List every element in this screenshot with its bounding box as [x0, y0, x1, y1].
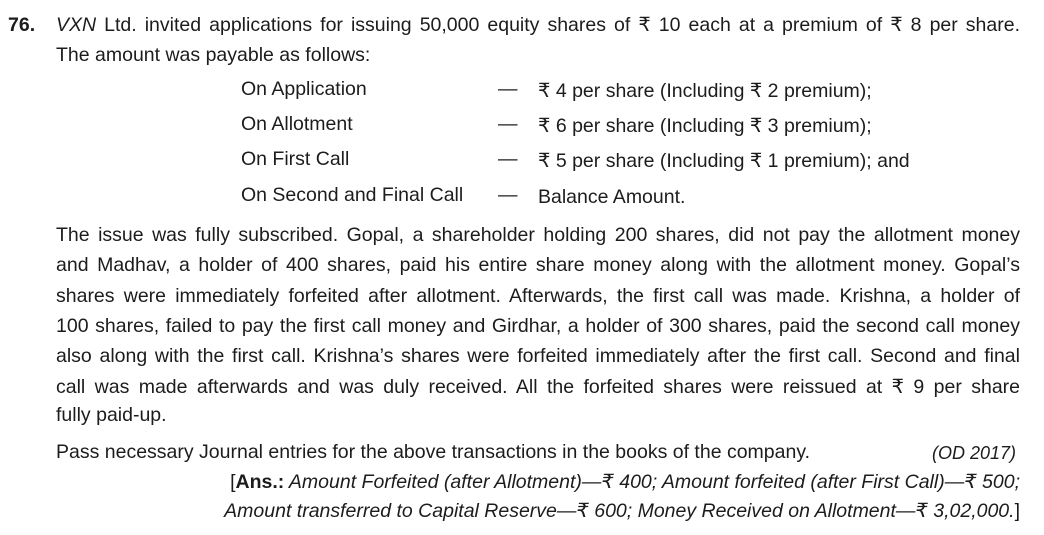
- instruction-text: Pass necessary Journal entries for the above transactions in the books of the company.: [56, 441, 811, 463]
- answer-close-bracket: ]: [1014, 500, 1020, 522]
- schedule-dash: —: [498, 78, 518, 100]
- schedule-dash: —: [498, 184, 518, 206]
- exam-reference: (OD 2017): [931, 443, 1016, 463]
- question-intro-text: Ltd. invited applications for issuing 50,000 equity shares of ₹ 10 each at a premium of ₹ 8 per share.: [96, 14, 1020, 36]
- schedule-value-final-call: Balance Amount.: [538, 186, 686, 208]
- answer-text-1: Amount Forfeited (after Allotment)—₹ 400; Amount forfeited (after First Call)—₹ 500;: [284, 471, 1020, 493]
- paragraph-line: and Madhav, a holder of 400 shares, paid his entire share money along with the allotment money. Gopal’s: [56, 254, 1020, 276]
- paragraph-line: fully paid-up.: [56, 404, 167, 426]
- schedule-value-first-call: ₹ 5 per share (Including ₹ 1 premium); and: [538, 150, 910, 172]
- schedule-dash: —: [498, 148, 518, 170]
- question-intro-line-2: The amount was payable as follows:: [56, 44, 371, 66]
- answer-label: Ans.:: [235, 471, 285, 493]
- schedule-label-final-call: On Second and Final Call: [241, 184, 464, 206]
- paragraph-line: also along with the first call. Krishna’s shares were forfeited immediately after the first call. Second and final: [56, 345, 1020, 367]
- paragraph-line: call was made afterwards and was duly received. All the forfeited shares were reissued at ₹ 9 per share: [56, 376, 1020, 398]
- company-name: VXN: [56, 14, 97, 36]
- schedule-value-allotment: ₹ 6 per share (Including ₹ 3 premium);: [538, 115, 872, 137]
- schedule-dash: —: [498, 113, 518, 135]
- answer-text-2: Amount transferred to Capital Reserve—₹ 600; Money Received on Allotment—₹ 3,02,000.: [224, 500, 1015, 522]
- schedule-label-application: On Application: [241, 78, 367, 100]
- schedule-label-first-call: On First Call: [241, 148, 350, 170]
- schedule-label-allotment: On Allotment: [241, 113, 353, 135]
- answer-line-2: [224, 498, 1020, 524]
- answer-line-1: [230, 469, 1020, 495]
- question-intro-line-1: [56, 12, 1020, 38]
- paragraph-line: 100 shares, failed to pay the first call money and Girdhar, a holder of 300 shares, paid the second call money: [56, 315, 1020, 337]
- schedule-value-application: ₹ 4 per share (Including ₹ 2 premium);: [538, 80, 872, 102]
- paragraph-line: The issue was fully subscribed. Gopal, a shareholder holding 200 shares, did not pay the allotment money: [56, 224, 1020, 246]
- question-number: 76.: [8, 14, 36, 36]
- paragraph-line: shares were immediately forfeited after allotment. Afterwards, the first call was made. Krishna, a holder of: [56, 285, 1020, 307]
- answer-open-bracket: [: [230, 471, 236, 493]
